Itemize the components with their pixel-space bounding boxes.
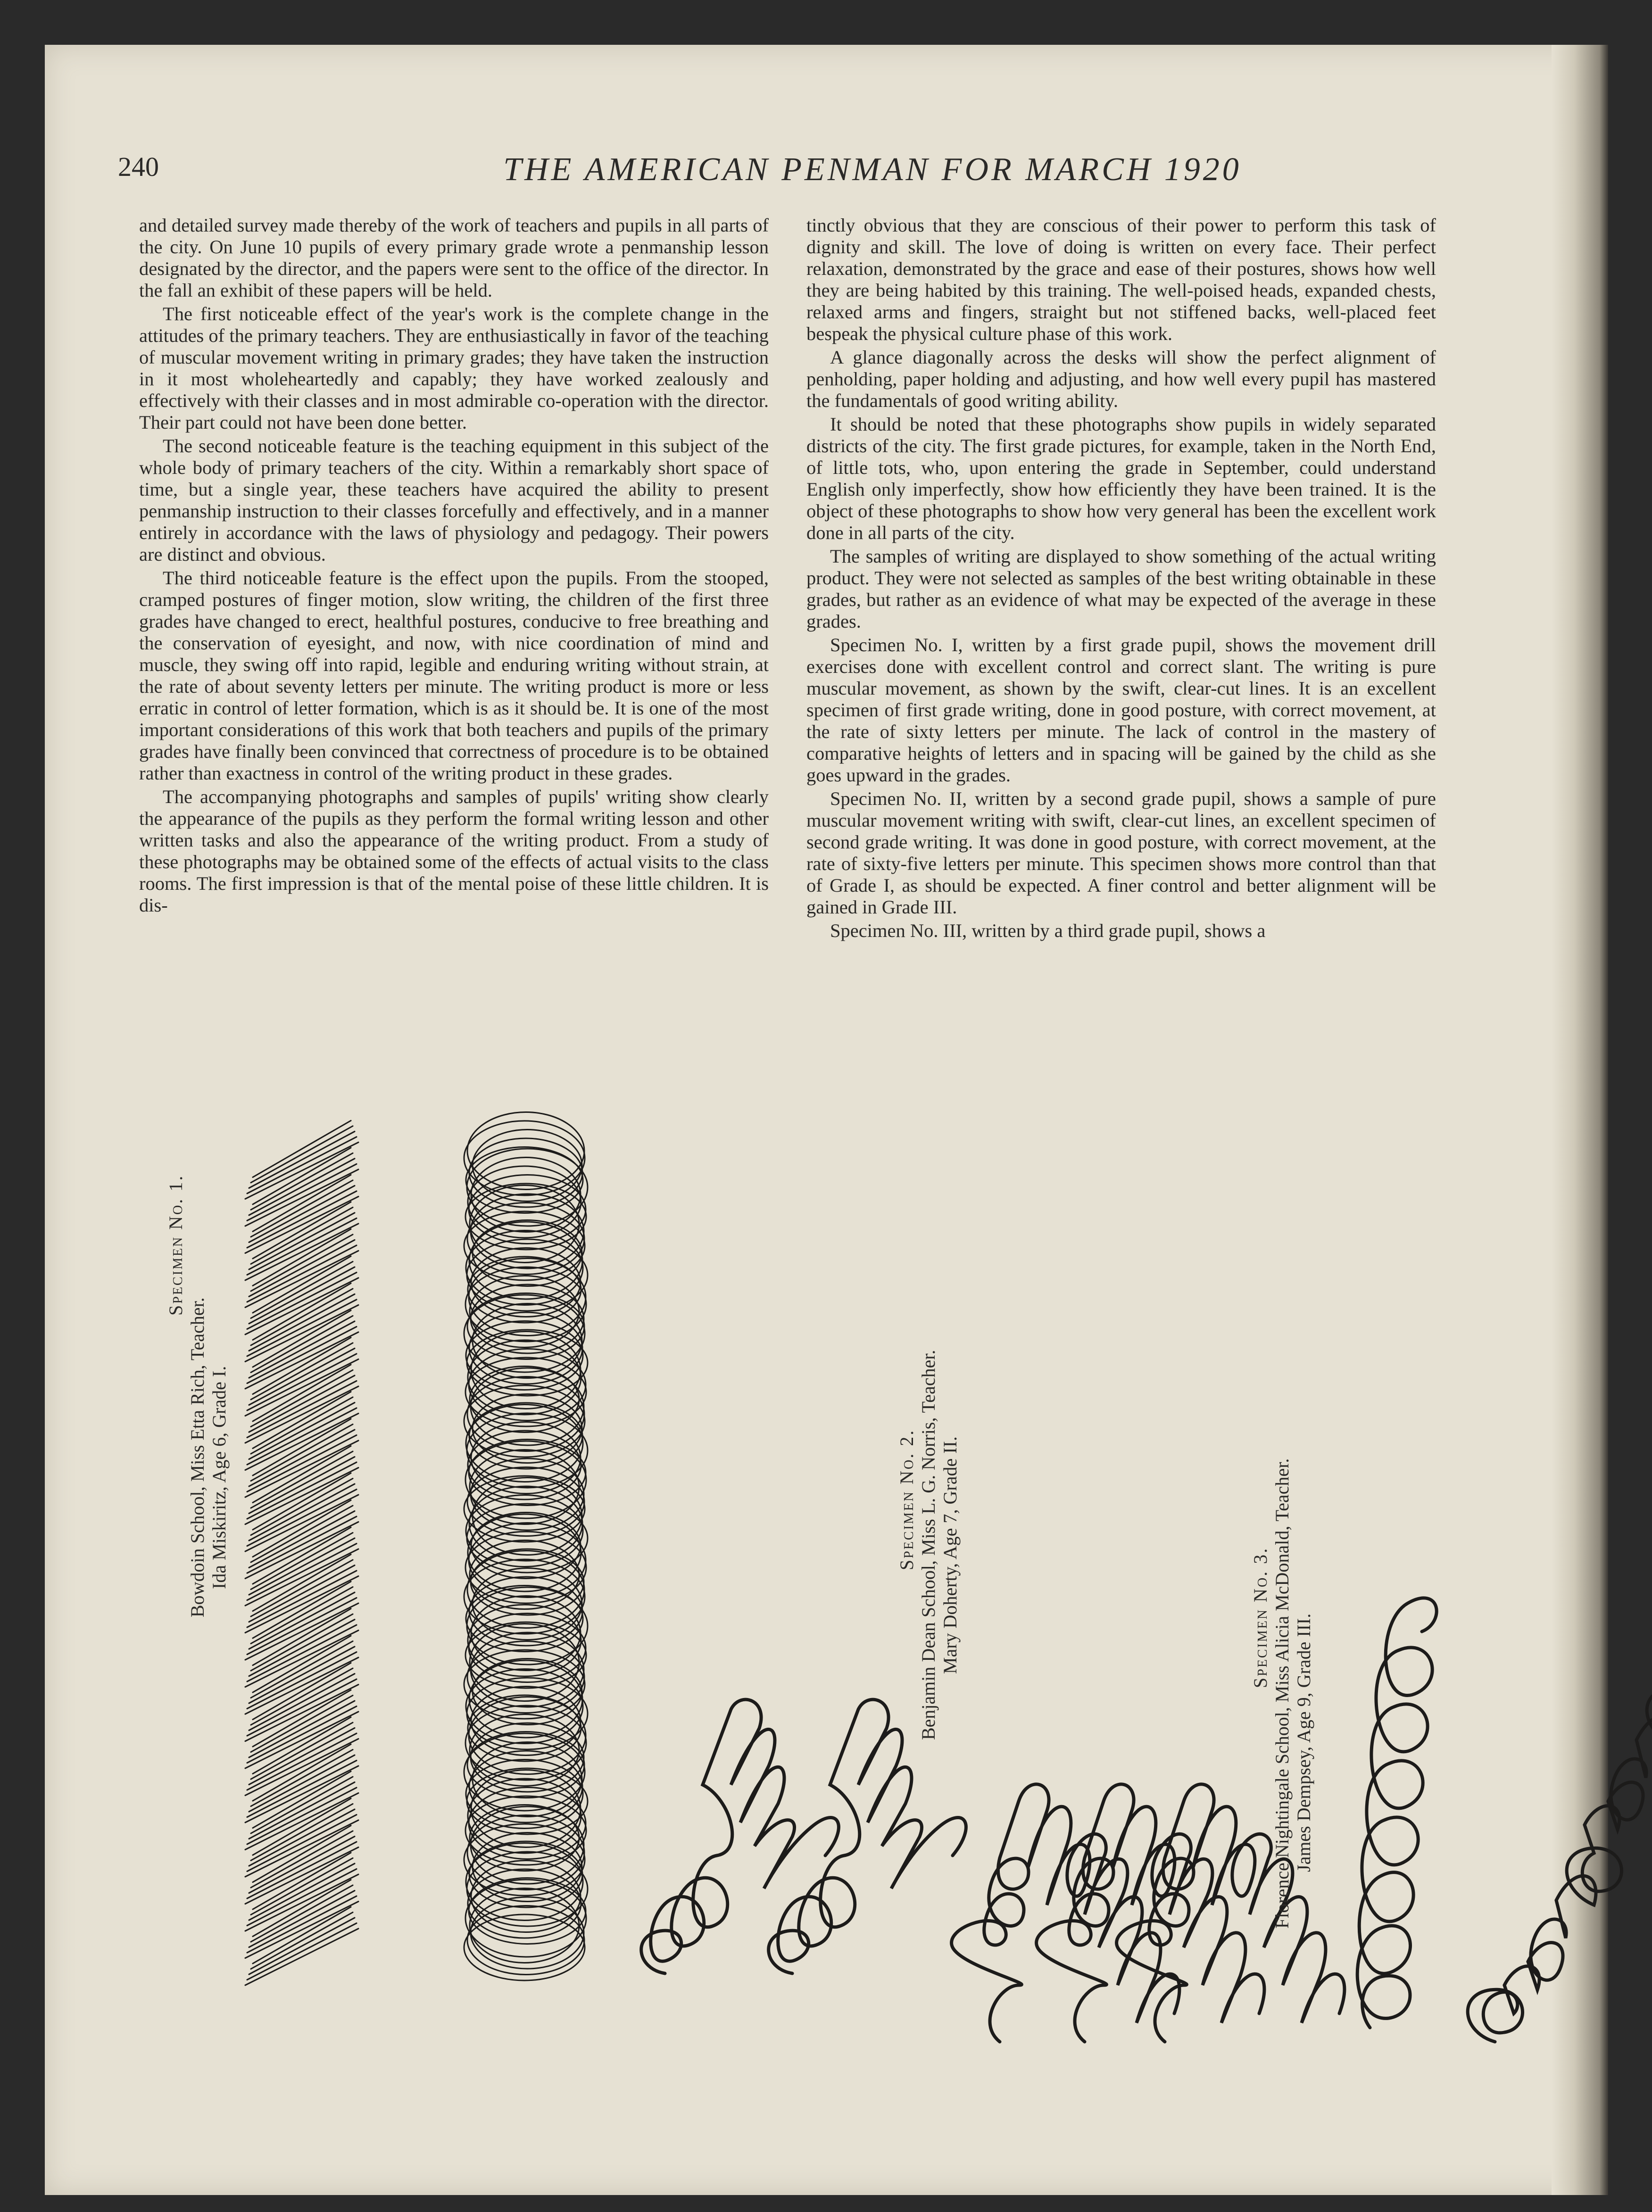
oval-stroke (467, 1112, 584, 1190)
paragraph: It should be noted that these photographs show pupils in widely separated districts of the city. The first grade pictures, for example, taken in the North End, of little tots, who, upon entering the grade in September, could understand English only imperfectly, show how efficiently they have been trained. It is the object of these photographs to show how very general has been the excellent work done in all parts of the city. (806, 414, 1436, 543)
specimen-pupil: Ida Miskiritz, Age 6, Grade I. (208, 1366, 230, 1589)
paragraph: The accompanying photographs and samples of pupils' writing show clearly the appearance of the pupils as they perform the formal writing lesson and other written tasks and also the appearance of the writing product. From a study of these photographs may be obtained some of the effects of actual visits to the class rooms. The first impression is that of the mental poise of these little children. It is dis- (139, 786, 769, 916)
paragraph: The third noticeable feature is the effect upon the pupils. From the stooped, cramped postures of finger motion, slow writing, the children of the first three grades have changed to erect, healthful postures, conducive to free breathing and the conservation of eyesight, and now, with nice coordination of mind and muscle, they swing off into rapid, legible and enduring writing without strain, at the rate of about seventy letters per minute. The writing product is more or less erratic in control of letter formation, which is as it should be. It is one of the most important considerations of this work that both teachers and pupils of the primary grades have finally been convinced that correctness of procedure is to be obtained rather than exactness in control of the writing product in these grades. (139, 567, 769, 784)
specimen-school: Bowdoin School, Miss Etta Rich, Teacher. (187, 1297, 208, 1617)
paragraph: Specimen No. III, written by a third grade pupil, shows a (830, 920, 1266, 941)
specimen-1-writing-line (641, 1699, 839, 1973)
page-number: 240 (118, 151, 159, 182)
paragraph: The second noticeable feature is the teaching equipment in this subject of the whole body of primary teachers of the city. Within a remarkably short space of time, but a single year, these teachers have acquired the ability to present penmanship instruction to their classes forcefully and effectively, and in a manner entirely in accordance with the laws of physiology and pedagogy. Their powers are distinct and obvious. (139, 435, 769, 565)
specimen-pupil: Mary Doherty, Age 7, Grade II. (939, 1436, 961, 1674)
specimen-title: Specimen No. 1. (165, 1174, 186, 1316)
specimen-title: Specimen No. 2. (896, 1429, 917, 1570)
paragraph: A glance diagonally across the desks will show the perfect alignment of penholding, paper holding and adjusting, and how well every pupil has mastered the fundamentals of good writing ability. (806, 347, 1436, 411)
oval-stroke (473, 1130, 582, 1201)
specimen-3-caption (1250, 1458, 1315, 1929)
paragraph: The first noticeable effect of the year's work is the complete change in the attitudes of the primary teachers. They are enthusiastically in favor of the teaching of muscular movement writing in primary grades; they have taken the instruction in it most wholeheartedly and capably; they have worked zealously and effectively with their classes and in most admirable co-operation with the director. Their part could not have been done better. (139, 303, 769, 433)
specimen-2-caption (896, 1350, 961, 1740)
running-head: THE AMERICAN PENMAN FOR MARCH 1920 (503, 151, 1242, 188)
specimen-1-caption (165, 1175, 230, 1617)
paragraph: and detailed survey made thereby of the work of teachers and pupils in all parts of the city. On June 10 pupils of every primary grade wrote a penmanship lesson designated by the director, and the papers were sent to the office of the director. In the fall an exhibit of these papers will be held. (139, 215, 769, 301)
paragraph: Specimen No. I, written by a first grade pupil, shows the movement drill exercises done with excellent control and correct slant. The writing is pure muscular movement, as shown by the swift, clear-cut lines. It is an excellent specimen of first grade writing, done in good posture, with correct movement, at the rate of sixty letters per minute. The lack of control in the mastery of comparative heights of letters and in spacing will be gained by the child as she goes upward in the grades. (806, 634, 1436, 786)
specimen-3-writing-line (1468, 1549, 1652, 2042)
push-pull-drill (245, 1121, 358, 1986)
specimen-2-writing-line (952, 1784, 1179, 2042)
oval-drill (464, 1112, 588, 1981)
paragraph: Specimen No. II, written by a second grade pupil, shows a sample of pure muscular movement writing with swift, clear-cut lines, an excellent specimen of second grade writing. It was done in good posture, with correct movement, at the rate of sixty-five letters per minute. This specimen shows more control than that of Grade I, as should be expected. A finer control and better alignment will be gained in Grade III. (806, 788, 1436, 918)
paragraph: tinctly obvious that they are conscious of their power to perform this task of dignity and skill. The love of doing is written on every face. Their perfect relaxation, demonstrated by the grace and ease of their postures, shows how well they are being habited by this training. The well-poised heads, expanded chests, relaxed arms and fingers, straight but not stiffened backs, well-placed feet bespeak the physical culture phase of this work. (806, 215, 1436, 344)
specimen-pupil: James Dempsey, Age 9, Grade III. (1293, 1613, 1314, 1872)
specimen-school: Florence Nightingale School, Miss Alicia McDonald, Teacher. (1271, 1458, 1293, 1929)
specimen-title: Specimen No. 3. (1250, 1547, 1271, 1688)
oval-stroke (468, 1166, 581, 1238)
push-pull-strokes (245, 1121, 358, 1986)
specimen-school: Benjamin Dean School, Miss L. G. Norris, Teacher. (918, 1350, 939, 1740)
specimen-1-writing-line (769, 1699, 966, 1973)
specimen-3-oval-chain (1357, 1598, 1436, 2028)
paragraph: The samples of writing are displayed to show something of the actual writing product. They were not selected as samples of the best writing obtainable in these grades, but rather as an evidence of what may be expected of the average in these grades. (806, 546, 1436, 632)
